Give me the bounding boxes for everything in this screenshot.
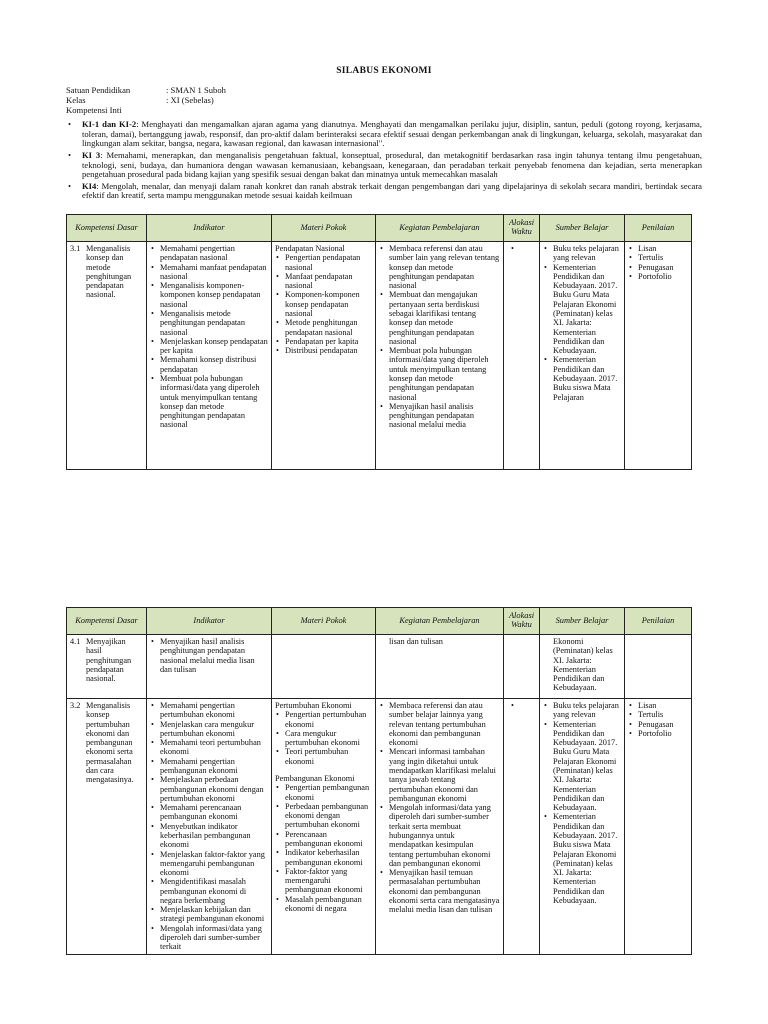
kd-number: 3.2 <box>70 701 81 710</box>
list-item: • Pengertian pertumbuhan ekonomi <box>275 710 372 729</box>
syllabus-table-2 <box>66 607 692 955</box>
list-item: • Mengolah informasi/data yang diperoleh dari sumber-sumber terkait serta membuat hubungannya untuk mendapatkan kesimpulan tentang pertumbuhan ekonomi dan pembangunan ekonomi <box>379 803 500 868</box>
info-row-kelas <box>66 96 706 106</box>
list-item: • Kementerian Pendidikan dan Kebudayaan. 2017. Buku Guru Mata Pelajaran Ekonomi (Peminatan) kelas XI. Jakarta: Kementerian Pendidikan dan Kebudayaan. <box>543 263 621 356</box>
list-item: • Membuat pola hubungan informasi/data yang diperoleh untuk menyimpulkan tentang konsep dan metode penghitungan pendapatan nasional <box>150 374 268 430</box>
alokasi-bullet: • <box>511 244 514 253</box>
cell-indikator <box>147 699 272 955</box>
list-item: • Metode penghitungan pendapatan nasional <box>275 318 372 337</box>
header-indikator: Indikator <box>147 215 272 242</box>
list-item: • Penugasan <box>628 720 688 729</box>
list-item: • Menyebutkan indikator keberhasilan pembangunan ekonomi <box>150 822 268 850</box>
list-item: • Memahami pengertian pendapatan nasional <box>150 244 268 263</box>
cell-kd <box>67 242 147 470</box>
info-label: Kelas <box>66 95 86 105</box>
header-indikator: Indikator <box>147 608 272 635</box>
list-item: • Faktor-faktor yang memengaruhi pembangunan ekonomi <box>275 867 372 895</box>
kd-text: Menyajikan hasil penghitungan pendapatan nasional. <box>86 637 132 684</box>
ki-item <box>66 182 702 201</box>
list-item: • Pengertian pendapatan nasional <box>275 253 372 272</box>
list-item: • Lisan <box>628 244 688 253</box>
cell-kd <box>67 635 147 699</box>
list-item: • Buku teks pelajaran yang relevan <box>543 701 621 720</box>
materi-heading: Pertumbuhan Ekonomi <box>275 701 352 710</box>
cell-sumber <box>540 242 625 470</box>
cell-materi <box>272 242 376 470</box>
info-label: Satuan Pendidikan <box>66 85 131 95</box>
table-header-row <box>67 215 692 242</box>
ki-label: KI4 <box>82 180 97 191</box>
cell-alokasi <box>504 699 540 955</box>
cell-kd <box>67 699 147 955</box>
cell-sumber <box>540 699 625 955</box>
kd-number: 4.1 <box>70 637 81 646</box>
list-item: • Manfaat pendapatan nasional <box>275 272 372 291</box>
kd-text: Menganalisis konsep dan metode penghitungan pendapatan nasional. <box>86 244 132 300</box>
ki-item <box>66 120 702 149</box>
materi-heading: Pembangunan Ekonomi <box>275 773 355 783</box>
cell-penilaian <box>625 635 692 699</box>
list-item: • Menyajikan hasil analisis penghitungan pendapatan nasional melalui media <box>379 402 500 430</box>
list-item: • Mencari informasi tambahan yang ingin diketahui untuk mendapatkan klarifikasi melalui tanya jawab tentang pertumbuhan ekonomi dan pembangunan ekonomi <box>379 747 500 803</box>
document-title: SILABUS EKONOMI <box>336 66 432 76</box>
list-item: • Membuat pola hubungan informasi/data yang diperoleh untuk menyimpulkan tentang konsep dan metode penghitungan pendapatan nasional <box>379 346 500 402</box>
list-item: • Indikator keberhasilan pembangunan ekonomi <box>275 848 372 867</box>
list-item: • Membuat dan mengajukan pertanyaan serta berdiskusi sebagai klarifikasi tentang konsep dan metode penghitungan pendapatan nasional <box>379 290 500 346</box>
list-item: • Memahami konsep distribusi pendapatan <box>150 355 268 374</box>
info-row-ki <box>66 106 706 116</box>
table-header-row <box>67 608 692 635</box>
list-item: • Masalah pembangunan ekonomi di negara <box>275 895 372 914</box>
kd-number: 3.1 <box>70 244 81 253</box>
header-sumber: Sumber Belajar <box>540 608 625 635</box>
list-item: • Lisan <box>628 701 688 710</box>
header-materi: Materi Pokok <box>272 608 376 635</box>
cell-kegiatan <box>376 635 504 699</box>
ki-label: KI 3 <box>82 149 101 160</box>
header-kegiatan: Kegiatan Pembelajaran <box>376 215 504 242</box>
cell-indikator <box>147 242 272 470</box>
list-item: • Mengidentifikasi masalah pembangunan ekonomi di negara berkembang <box>150 877 268 905</box>
header-kd: Kompetensi Dasar <box>67 215 147 242</box>
ki-text: : Menghayati dan mengamalkan ajaran agama yang dianutnya. Menghayati dan mengamalkan perilaku jujur, disiplin, santun, peduli (gotong royong, kerjasama, toleran, damai), bertanggung jawab, responsif, dan pro-aktif dalam berinteraksi secara efektif sesuai dengan perkembangan anak di lingkungan, keluarga, sekolah, masyarakat dan lingkungan alam sekitar, bangsa, negara, kawasan regional, dan kawasan internasional". <box>82 119 702 149</box>
cell-kegiatan <box>376 699 504 955</box>
list-item: • Kementerian Pendidikan dan Kebudayaan. 2017. Buku siswa Mata Pelajaran Ekonomi (Peminatan) kelas XI. Jakarta: Kementerian Pendidikan dan Kebudayaan. <box>543 812 621 905</box>
list-item: • Memahami pengertian pertumbuhan ekonomi <box>150 701 268 720</box>
syllabus-table-1 <box>66 214 692 470</box>
cell-indikator <box>147 635 272 699</box>
header-kegiatan: Kegiatan Pembelajaran <box>376 608 504 635</box>
list-item: • Tertulis <box>628 253 688 262</box>
list-item: • Mengolah informasi/data yang diperoleh dari sumber-sumber terkait <box>150 924 268 952</box>
cell-alokasi <box>504 242 540 470</box>
table-row-4-1 <box>67 635 692 699</box>
identity-block <box>66 86 706 116</box>
list-item: • Distribusi pendapatan <box>275 346 372 355</box>
list-item: • Portofolio <box>628 272 688 281</box>
cell-materi <box>272 635 376 699</box>
cell-penilaian <box>625 242 692 470</box>
list-item: • Teori pertumbuhan ekonomi <box>275 747 372 766</box>
list-item: • Pengertian pembangunan ekonomi <box>275 783 372 802</box>
list-item: • Menganalisis metode penghitungan pendapatan nasional <box>150 309 268 337</box>
kompetensi-inti-list <box>66 120 702 203</box>
list-item: • Membaca referensi dan atau sumber lain yang relevan tentang konsep dan metode penghitungan pendapatan nasional <box>379 244 500 290</box>
table-row-3-1 <box>67 242 692 470</box>
cell-materi <box>272 699 376 955</box>
list-item: • Memahami teori pertumbuhan ekonomi <box>150 738 268 757</box>
info-row-satuan <box>66 86 706 96</box>
list-item: • Menyajikan hasil temuan permasalahan pertumbuhan ekonomi dan pembangunan ekonomi serta cara mengatasinya melalui media lisan dan tulisan <box>379 868 500 914</box>
list-item: • Menjelaskan kebijakan dan strategi pembangunan ekonomi <box>150 905 268 924</box>
list-item: • Memahami manfaat pendapatan nasional <box>150 263 268 282</box>
list-item: • Cara mengukur pertumbuhan ekonomi <box>275 729 372 748</box>
cell-alokasi <box>504 635 540 699</box>
list-item: • Kementerian Pendidikan dan Kebudayaan. 2017. Buku siswa Mata Pelajaran <box>543 355 621 401</box>
info-value: : SMAN 1 Suboh <box>166 85 226 95</box>
header-penilaian: Penilaian <box>625 215 692 242</box>
list-item: • Perencanaan pembangunan ekonomi <box>275 830 372 849</box>
list-item: • Portofolio <box>628 729 688 738</box>
ki-item <box>66 151 702 180</box>
list-item: • Memahami perencanaan pembangunan ekonomi <box>150 803 268 822</box>
cell-kegiatan <box>376 242 504 470</box>
list-item: • Menyajikan hasil analisis penghitungan pendapatan nasional melalui media lisan dan tulisan <box>150 637 268 674</box>
header-penilaian: Penilaian <box>625 608 692 635</box>
list-item: • Menjelaskan cara mengukur pertumbuhan ekonomi <box>150 720 268 739</box>
list-item: • Menganalisis komponen-komponen konsep pendapatan nasional <box>150 281 268 309</box>
ki-text: : Memahami, menerapkan, dan menganalisis pengetahuan faktual, konseptual, prosedural, dan metakognitif berdasarkan rasa ingin tahunya tentang ilmu pengetahuan, teknologi, seni, budaya, dan humaniora dengan wawasan kemanusiaan, kebangsaan, kenegaraan, dan peradaban terkait penyebab fenomena dan kejadian, serta menerapkan pengetahuan prosedural pada bidang kajian yang spesifik sesuai dengan bakat dan minatnya untuk memecahkan masalah <box>82 149 702 180</box>
list-item: • Perbedaan pembangunan ekonomi dengan pertumbuhan ekonomi <box>275 802 372 830</box>
materi-heading: Pendapatan Nasional <box>275 244 345 253</box>
header-alokasi: Alokasi Waktu <box>504 608 540 635</box>
ki-text: : Mengolah, menalar, dan menyaji dalam ranah konkret dan ranah abstrak terkait dengan pengembangan dari yang dipelajarinya di sekolah secara mandiri, bertindak secara efektif dan kreatif, serta mampu menggunakan metode sesuai kaidah keilmuan <box>82 180 702 201</box>
document-page-2 <box>0 560 768 1024</box>
list-item: • Menjelaskan faktor-faktor yang memengaruhi pembangunan ekonomi <box>150 850 268 878</box>
info-label: Kompetensi Inti <box>66 105 122 115</box>
sumber-continued: Ekonomi (Peminatan) kelas XI. Jakarta: Kementerian Pendidikan dan Kebudayaan. <box>553 637 613 693</box>
list-item: • Buku teks pelajaran yang relevan <box>543 244 621 263</box>
header-alokasi: Alokasi Waktu <box>504 215 540 242</box>
kd-text: Menganalisis konsep pertumbuhan ekonomi dan pembangunan ekonomi serta permasalahan dan cara mengatasinya. <box>86 701 134 785</box>
cell-penilaian <box>625 699 692 955</box>
list-item: • Menjelaskan konsep pendapatan per kapita <box>150 337 268 356</box>
list-item: • Penugasan <box>628 263 688 272</box>
kegiatan-continued: lisan dan tulisan <box>389 637 443 646</box>
list-item: • Kementerian Pendidikan dan Kebudayaan. 2017. Buku Guru Mata Pelajaran Ekonomi (Peminatan) kelas XI. Jakarta: Kementerian Pendidikan dan Kebudayaan. <box>543 720 621 813</box>
list-item: • Komponen-komponen konsep pendapatan nasional <box>275 290 372 318</box>
cell-sumber <box>540 635 625 699</box>
list-item: • Memahami pengertian pembangunan ekonomi <box>150 757 268 776</box>
header-kd: Kompetensi Dasar <box>67 608 147 635</box>
header-materi: Materi Pokok <box>272 215 376 242</box>
list-item: • Tertulis <box>628 710 688 719</box>
ki-label: KI-1 dan KI-2 <box>82 119 137 129</box>
table-row-3-2 <box>67 699 692 955</box>
alokasi-bullet: • <box>511 701 514 710</box>
list-item: • Membaca referensi dan atau sumber belajar lainnya yang relevan tentang pertumbuhan ekonomi dan pembangunan ekonomi <box>379 701 500 747</box>
info-value: : XI (Sebelas) <box>166 95 214 105</box>
list-item: • Menjelaskan perbedaan pembangunan ekonomi dengan pertumbuhan ekonomi <box>150 775 268 803</box>
list-item: • Pendapatan per kapita <box>275 337 372 346</box>
header-sumber: Sumber Belajar <box>540 215 625 242</box>
